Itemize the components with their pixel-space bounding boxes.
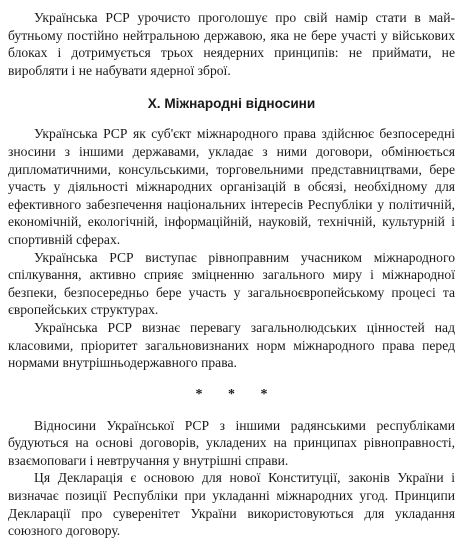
- section-separator: * * *: [195, 386, 268, 402]
- paragraph-equal-participant: Українська РСР виступає рівноправним учасником міжнародного спілкування, активно сприяє зміцненню загального миру і міжнародної безпеки, безпосередньо бере участь у загальноєвропейському процесі та європейських структурах.: [8, 249, 455, 318]
- paragraph-soviet-republics: Відносини Української РСР з іншими радянськими республіками будуються на основі договорів, укладених на принципах рівноправності, взаємоповаги і невтручання у внутрішні справи.: [8, 417, 455, 468]
- spacer: [8, 113, 455, 125]
- spacer: [8, 79, 455, 95]
- spacer: [8, 404, 455, 417]
- intro-paragraph: Українська РСР урочисто проголошує про свій намір стати в майбутньому постійно нейтральною державою, яка не бере участі у військових блоках і дотримується трьох неядерних принципів: не приймати, не виробляти і не набувати ядерної зброї.: [8, 10, 455, 78]
- section-title: X. Міжнародні відносини: [147, 96, 316, 112]
- spacer: [8, 372, 455, 386]
- paragraph-international-relations: Українська РСР як суб'єкт міжнародного права здійснює безпосередні зносини з іншими державами, укладає з ними договори, обмінюється дипломатичними, консульськими, торговельними представництвами, бере участь у діяльності міжнародних організацій в обсязі, необхідному для ефективного забезпечення національних інтересів Республіки у політичній, економічній, екологічній, інформаційній, науковій, технічній, культурній і спортивній сферах.: [8, 126, 455, 247]
- paragraph-universal-values: Українська РСР визнає перевагу загальнолюдських цінностей над класовими, пріоритет загальновизнаних норм міжнародного права перед нормами внутрішньодержавного права.: [8, 319, 455, 371]
- paragraph-declaration-basis: Ця Декларація є основою для нової Конституції, законів України і визначає позиції Республіки при укладанні міжнародних угод. Принципи Декларації про суверенітет України використовуються для укладання союзного договору.: [8, 470, 455, 539]
